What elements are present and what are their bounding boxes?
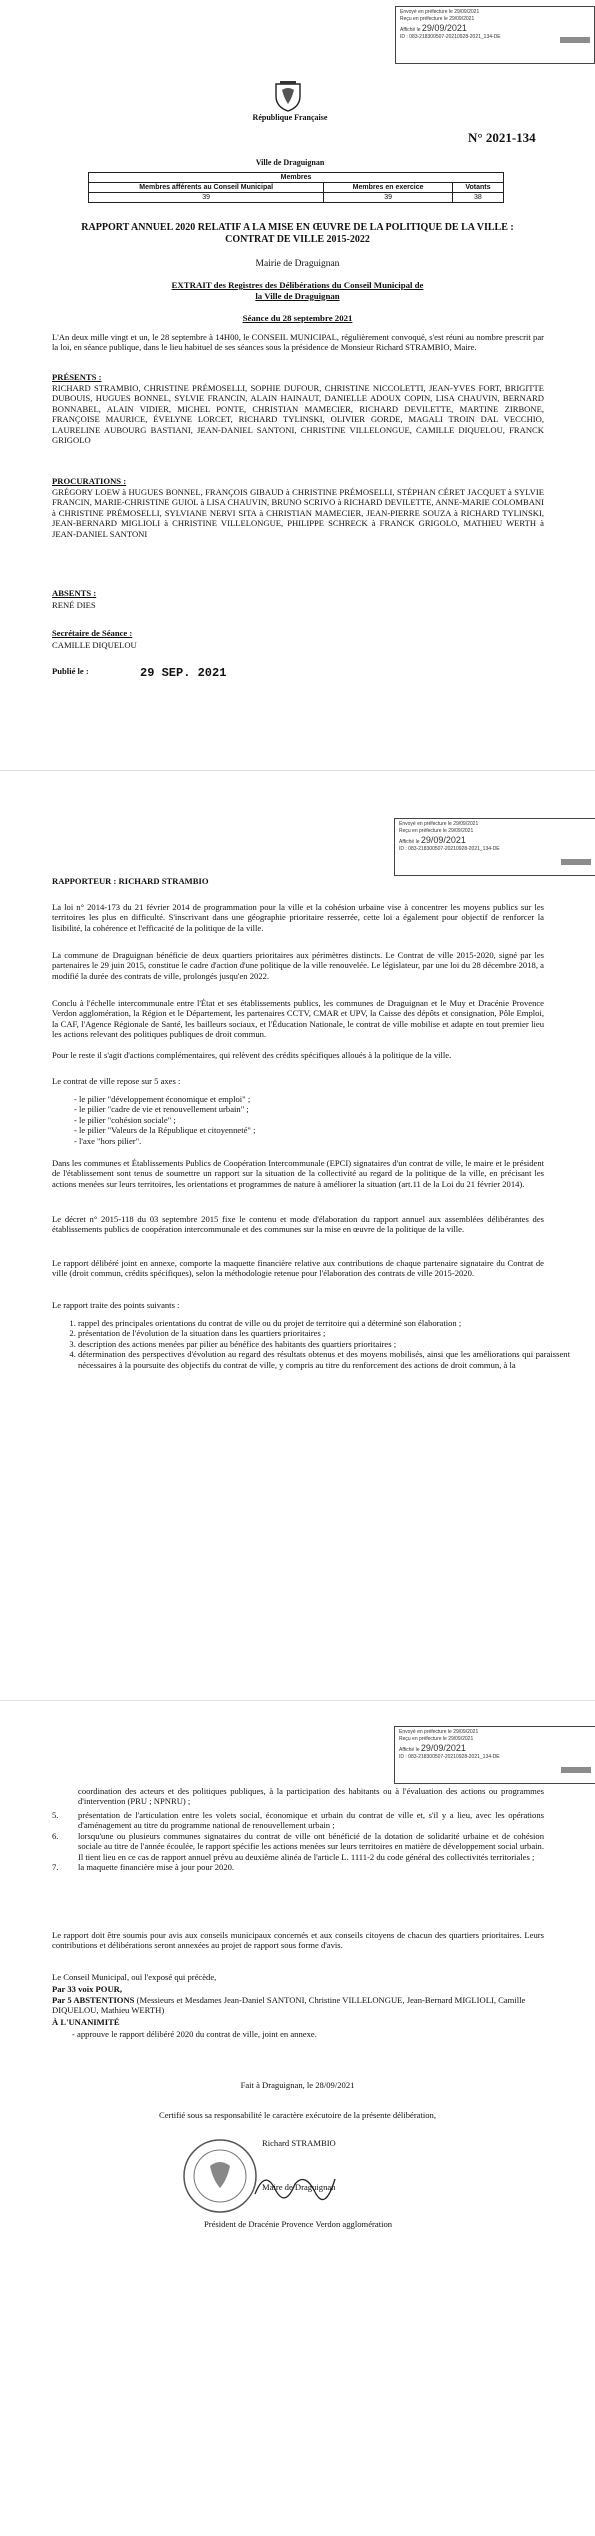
stamp-posted: Affiché le (399, 1747, 420, 1753)
absents-label: ABSENTS : (52, 588, 97, 598)
prefecture-stamp (395, 6, 595, 64)
point-text: lorsqu'une ou plusieurs communes signataires du contrat de ville ont bénéficié de la dotation de solidarité urbaine et de cohésion sociale au titre de l'année écoulée, le rapport spécifie les actions menées sur leurs territoires en matière de développement social urbain. Il tient lieu en ce cas de rapport annuel prévu au deuxième alinéa de l'article L. 1111-2 du code général des collectivités territoriales ; (78, 1830, 544, 1862)
fait-a: Fait à Draguignan, le 28/09/2021 (240, 2080, 355, 2090)
page-separator (0, 1700, 595, 1701)
stamp-date: 29/09/2021 (420, 1743, 466, 1753)
paragraph-axes-intro: Le contrat de ville repose sur 5 axes : (52, 1076, 181, 1086)
paragraph-partenaires: Conclu à l'échelle intercommunale entre l'État et ses établissements publics, les communes de Draguignan et le Muy et Dracénie Provence Verdon agglomération, la Région et le Département, les partenaires CCTV, CMAR et UPV, la Caisse des dépôts et consignation, Pôle Emploi, la CAF, l'Agence Régionale de Santé, les bailleurs sociaux, et l'Éducation Nationale, le contrat de ville mobilise et adapte en tout premier lieu les actions relevant des politiques publiques de droit commun. (52, 998, 544, 1040)
presents-label: PRÉSENTS : (52, 372, 102, 382)
point-text: présentation de l'articulation entre les volets social, économique et urbain du contrat de ville et, s'il y a lieu, avec les opérations d'aménagement au titre du programme national de renouvellement urbain ; (78, 1810, 544, 1831)
point-number: 5. (52, 1810, 59, 1820)
page-separator (0, 770, 595, 771)
votes-header-votants: Votants (452, 183, 503, 193)
signataire-name: Richard STRAMBIO (262, 2138, 336, 2148)
list-item (52, 1810, 544, 1831)
stamp-date: 29/09/2021 (420, 835, 466, 845)
paragraph-actions: Pour le reste il s'agit d'actions complémentaires, qui relèvent des crédits spécifiques alloués à la politique de la ville. (52, 1050, 452, 1060)
certifie-text: Certifié sous sa responsabilité le caractère exécutoire de la présente délibération, (158, 2110, 437, 2120)
publie-date-stamp: 29 SEP. 2021 (140, 666, 227, 680)
stamp-sent: Envoyé en préfecture le 29/09/2021 (399, 1729, 479, 1735)
ville-label: Ville de Draguignan (255, 158, 325, 167)
paragraph-loi: La loi n° 2014-173 du 21 février 2014 de programmation pour la ville et la cohésion urbaine vise à concentrer les moyens publics sur les territoires les plus en difficulté. S'inscrivant dans une géographie prioritaire resserrée, cette loi a également pour objectif de renforcer la lisibilité, la cohérence et l'efficacité de la politique de la ville. (52, 902, 544, 933)
deliberation-number: N° 2021-134 (468, 130, 536, 145)
secretaire-label: Secrétaire de Séance : (52, 628, 133, 638)
points-list (52, 1318, 570, 1370)
list-item: - l'axe "hors pilier". (74, 1136, 554, 1146)
axes-list (52, 1094, 554, 1146)
stamp-received: Reçu en préfecture le 29/09/2021 (400, 16, 475, 22)
list-item (52, 1862, 544, 1872)
presents-list: RICHARD STRAMBIO, CHRISTINE PRÉMOSELLI, SOPHIE DUFOUR, CHRISTINE NICCOLETTI, JEAN-YVES FORT, BRIGITTE DUBOUIS, HUGUES BONNEL, SYLVIE FRANCIN, ALAIN HAINAUT, DANIELLE ADOUX COPIN, LISA CHAUVIN, BERNARD BONNABEL, ALAIN VIDIER, MICHEL PONTE, CHRISTIAN MAMECIER, RICHARD DEVILETTE, MARTINE ZIRBONE, FRANÇOISE MAURICE, ÉVELYNE LORCET, RICHARD TYLINSKI, OLIVIER GORDE, MAGALI TROIN DAL VECCHIO, LAURELINE AUBOURG BASTIANI, JEAN-DANIEL SANTONI, CHRISTINE VILLELONGUE, CAMILLE DIQUELOU, FRANCK GRIGOLO (52, 383, 544, 446)
stamp-posted: Affiché le (399, 839, 420, 845)
point-number: 7. (52, 1862, 59, 1873)
votes-value-afferents: 39 (89, 193, 324, 203)
rapporteur-label: RAPPORTEUR : RICHARD STRAMBIO (52, 876, 209, 886)
list-item: - le pilier "cadre de vie et renouvellement urbain" ; (74, 1104, 554, 1114)
unanimite-label: À L'UNANIMITÉ (52, 2017, 120, 2027)
point-text: la maquette financière mise à jour pour 2020. (78, 1862, 235, 1873)
conseil-label: Le Conseil Municipal, ouï l'exposé qui précède, (52, 1972, 217, 1982)
paragraph-avis: Le rapport doit être soumis pour avis aux conseils municipaux concernés et aux conseils citoyens de chacun des quartiers prioritaires. Leurs contributions et délibérations seront annexées au projet de rapport sous forme d'avis. (52, 1930, 544, 1951)
stamp-sent: Envoyé en préfecture le 29/09/2021 (400, 9, 480, 15)
procurations-list: GRÉGORY LOEW à HUGUES BONNEL, FRANÇOIS GIBAUD à CHRISTINE PRÉMOSELLI, STÉPHAN CÉRET JACQUET à SYLVIE FRANCIN, MARIE-CHRISTINE GUIOL à LISA CHAUVIN, BRUNO SCRIVO à RICHARD DEVILETTE, ANNE-MARIE COLOMBANI à CHRISTINE PRÉMOSELLI, SYLVIANE NERVI SITA à CHRISTIAN MAMECIER, JEAN-PIERRE SOUZA à RICHARD TYLINSKI, JEAN-BERNARD MIGLIOLI à CHRISTINE VILLELONGUE, PHILIPPE SCHRECK à FRANCK GRIGOLO, MATHIEU WERTH à JEAN-DANIEL SANTONI (52, 487, 544, 539)
official-seal (180, 2136, 260, 2216)
page-3 (0, 1724, 595, 2536)
page-1 (0, 0, 595, 770)
paragraph-epci: Dans les communes et Établissements Publics de Coopération Intercommunale (EPCI) signataires d'un contrat de ville, le maire et le président de l'établissement sont tenus de soumettre un rapport sur la situation de la collectivité au regard de la politique de la ville, en précisant les actions menées sur leurs territoires, les orientations et programmes de nature à améliorer la situation (art.11 de la Loi du 21 février 2014). (52, 1158, 544, 1189)
city-logo (274, 80, 302, 112)
votes-pour: Par 33 voix POUR, (52, 1984, 123, 1994)
stamp-date: 29/09/2021 (421, 23, 467, 33)
paragraph-decret: Le décret n° 2015-118 du 03 septembre 2015 fixe le contenu et mode d'élaboration du rapport annuel aux assemblées délibérantes des établissements publics de coopération intercommunale et des communes sur la mise en œuvre de la politique de la ville. (52, 1214, 544, 1235)
stamp-id: ID : 083-218300507-20210928-2021_134-DE (399, 846, 500, 852)
mairie-label: Mairie de Draguignan (255, 259, 340, 269)
list-item: - le pilier "développement économique et emploi" ; (74, 1094, 554, 1104)
signataire-fonction-maire: Maire de Draguignan (262, 2182, 336, 2192)
publie-label: Publié le : (52, 666, 89, 676)
seance-date: Séance du 28 septembre 2021 (242, 313, 353, 323)
stamp-received: Reçu en préfecture le 29/09/2021 (399, 1736, 474, 1742)
paragraph-maquette: Le rapport délibéré joint en annexe, comporte la maquette financière relative aux contributions de chaque partenaire signataire du Contrat de ville (droit commun, crédits spécifiques), selon la méthodologie retenue pour l'élaboration des contrats de ville 2015-2020. (52, 1258, 544, 1279)
points-list-continued (52, 1810, 544, 1872)
procurations-label: PROCURATIONS : (52, 476, 127, 486)
stamp-id: ID : 083-218300507-20210928-2021_134-DE (399, 1754, 500, 1760)
decision-item: approuve le rapport délibéré 2020 du contrat de ville, joint en annexe. (77, 2029, 317, 2039)
document-title: RAPPORT ANNUEL 2020 RELATIF A LA MISE EN ŒUVRE DE LA POLITIQUE DE LA VILLE : CONTRAT DE VILLE 2015-2022 (81, 222, 514, 245)
votes-table (88, 172, 504, 203)
list-item: 1. rappel des principales orientations du contrat de ville ou du projet de territoire qui a déterminé son élaboration ; (78, 1318, 570, 1328)
list-item: - le pilier "cohésion sociale" ; (74, 1115, 554, 1125)
abstentions-detail: (Messieurs et Mesdames Jean-Daniel SANTONI, Christine VILLELONGUE, Jean-Bernard MIGLIOLI, Camille DIQUELOU, Mathieu WERTH) (52, 1995, 526, 2016)
votes-abstentions (52, 1995, 544, 2016)
paragraph-points-intro: Le rapport traite des points suivants : (52, 1300, 180, 1310)
page-2 (0, 812, 595, 1700)
prefecture-stamp (394, 1726, 595, 1784)
stamp-id: ID : 083-218300507-20210928-2021_134-DE (400, 34, 501, 40)
votes-value-exercice: 39 (324, 193, 453, 203)
extrait-label: EXTRAIT des Registres des Délibérations du Conseil Municipal de la Ville de Draguignan (171, 280, 424, 301)
list-item: - le pilier "Valeurs de la République et citoyenneté" ; (74, 1125, 554, 1135)
list-item (52, 1831, 544, 1862)
list-item: 4. détermination des perspectives d'évolution au regard des résultats obtenus et des moyens mobilisés, ainsi que les améliorations qui paraissent nécessaires à la poursuite des objectifs du contrat de ville, y compris au titre du renforcement des actions de droit commun, à la (78, 1349, 570, 1370)
intro-paragraph: L'An deux mille vingt et un, le 28 septembre à 14H00, le CONSEIL MUNICIPAL, régulièrement convoqué, s'est réuni au nombre prescrit par la loi, en séance publique, dans le lieu habituel de ses séances sous la présidence de Monsieur Richard STRAMBIO, Maire. (52, 332, 544, 353)
decision-text: - approuve le rapport délibéré 2020 du contrat de ville, joint en annexe. (72, 2029, 317, 2039)
points-continuation: coordination des acteurs et des politiques publiques, à la participation des habitants ou à l'évaluation des actions ou programmes d'intervention (PRU ; NPNRU) ; (78, 1786, 544, 1807)
list-item: 3. description des actions menées par pilier au bénéfice des habitants des quartiers prioritaires ; (78, 1339, 570, 1349)
prefecture-stamp (394, 818, 595, 876)
votes-value-votants: 38 (452, 193, 503, 203)
votes-header-exercice: Membres en exercice (324, 183, 453, 193)
paragraph-quartiers: La commune de Draguignan bénéficie de deux quartiers prioritaires aux périmètres distincts. Le Contrat de ville 2015-2020, signé par les partenaires le 29 juin 2015, constitue le cadre d'action d'une politique de la ville renouvelée. Le législateur, par une loi du 28 décembre 2018, a modifié la durée des contrats de ville, prolongés jusqu'en 2022. (52, 950, 544, 981)
signataire-fonction-president: Président de Dracénie Provence Verdon agglomération (203, 2219, 393, 2229)
absents-list: RENÉ DIES (52, 600, 96, 610)
stamp-received: Reçu en préfecture le 29/09/2021 (399, 828, 474, 834)
republique-label: République Française (252, 113, 328, 122)
secretaire-name: CAMILLE DIQUELOU (52, 640, 137, 650)
votes-header-afferents: Membres afférents au Conseil Municipal (89, 183, 324, 193)
stamp-posted: Affiché le (400, 27, 421, 33)
point-number: 6. (52, 1830, 59, 1841)
votes-table-title: Membres (89, 173, 504, 183)
stamp-sent: Envoyé en préfecture le 29/09/2021 (399, 821, 479, 827)
list-item: 2. présentation de l'évolution de la situation dans les quartiers prioritaires ; (78, 1328, 570, 1338)
abstentions-label: Par 5 ABSTENTIONS (52, 1995, 135, 2005)
